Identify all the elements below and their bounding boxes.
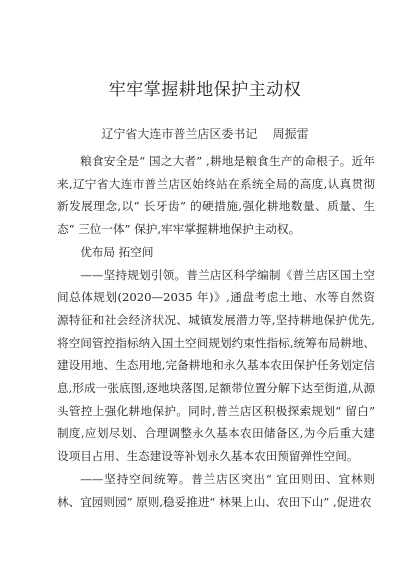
section-heading: 优布局 拓空间 [80, 244, 154, 259]
paragraph-planning: ——坚持规划引领。普兰店区科学编制《普兰店区国土空间总体规划(2020—2035 年)》,通盘考虑土地、水等自然资源特征和社会经济状况、城镇发展潜力等,坚持耕地保护优先,将空间管控指标纳入国土空间规划约束性指标,统筹布局耕地、建设用地、生态用地,完备耕地和永久基本农田保护任务划定信息,形成一张底图,逐地块落图,足额带位置分解下达至街道,从源头管控上强化耕地保护。同时,普兰店区积极探索规划“ 留白” 制度,应划尽划、合理调整永久基本农田储备区,为今后重大建设项目占用、生态建设等补划永久基本农田预留弹性空间。 [57, 267, 375, 464]
article-title: 牢牢掌握耕地保护主动权 [108, 80, 302, 100]
article-body [57, 150, 375, 513]
article-byline: 辽宁省大连市普兰店区委书记 周振雷 [101, 127, 309, 141]
paragraph-spatial: ——坚持空间统筹。普兰店区突出“ 宜田则田、宜林则林、宜园则园” 原则,稳妥推进“ 林果上山、农田下山” ,促进农 [57, 471, 375, 509]
paragraph-intro: 粮食安全是“ 国之大者” ,耕地是粮食生产的命根子。近年来,辽宁省大连市普兰店区始终站在系统全局的高度,认真贯彻新发展理念,以“ 长牙齿” 的硬措施,强化耕地数量、质量、生态“ 三位一体” 保护,牢牢掌握耕地保护主动权。 [57, 154, 375, 237]
